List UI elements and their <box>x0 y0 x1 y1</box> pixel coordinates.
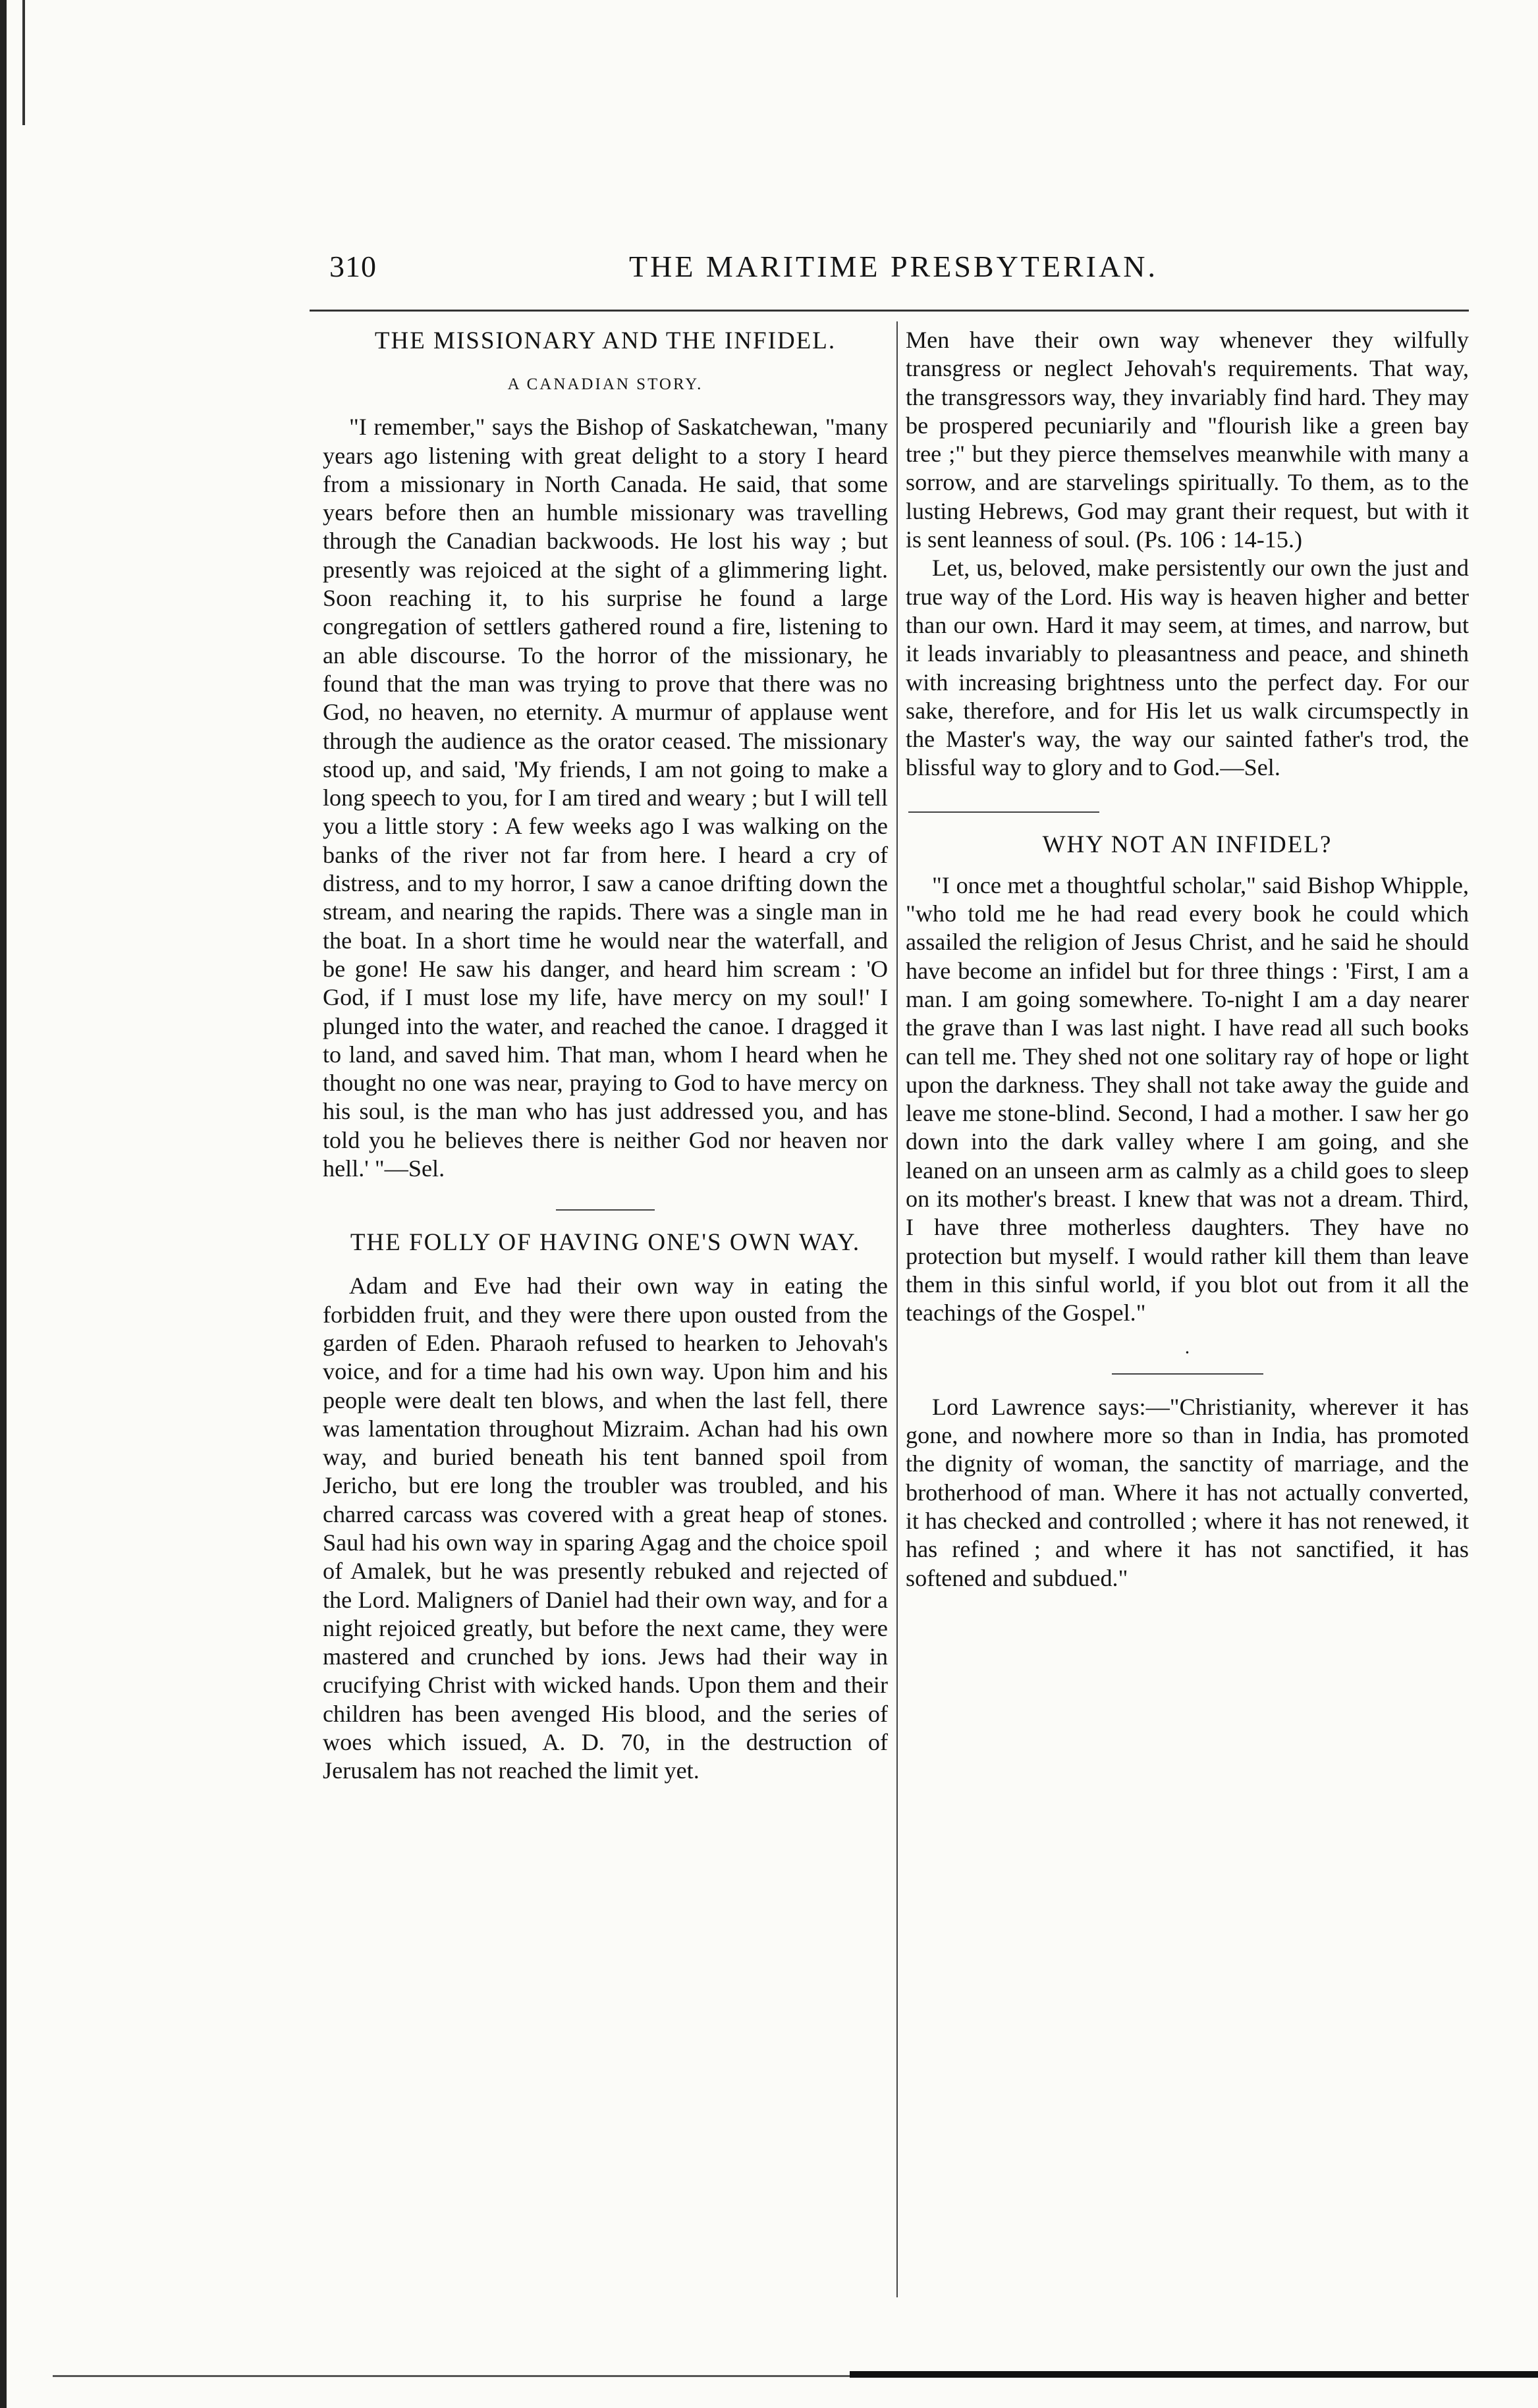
article-body-why-not-infidel: "I once met a thoughtful scholar," said Bishop Whipple, "who told me he had read every book he could which assailed the religion of Jesus Christ, and he said he should have become an infidel but for three things : 'First, I am a man. I am going somewhere. To-night I am a day nearer the grave than I was last night. I have read all such books can tell me. They shed not one solitary ray of hope or light upon the darkness. They shall not take away the guide and leave me stone-blind. Second, I had a mother. I saw her go down into the dark valley where I am going, and she leaned on an unseen arm as calmly as a child goes to sleep on its mother's breast. I knew that was not a dream. Third, I have three motherless daughters. They have no protection but myself. I would rather kill them than leave them in this sinful world, if you blot out from it all the teachings of the Gospel." <box>906 871 1469 1327</box>
article-body-folly-p1: Adam and Eve had their own way in eating the forbidden fruit, and they were there upon ousted from the garden of Eden. Pharaoh refused to hearken to Jehovah's voice, and for a time had his own way. Upon him and his people were dealt ten blows, and when the last fell, there was lamentation throughout Mizraim. Achan had his own way, and buried beneath his tent banned spoil from Jericho, but ere long the troubler was troubled, and his charred carcass was covered with a great heap of stones. Saul had his own way in sparing Agag and the choice spoil of Amalek, but he was presently rebuked and rejected of the Lord. Maligners of Daniel had their own way, and for a night rejoiced greatly, but before the next came, they were mastered and crunched by ions. Jews had their way in crucifying Christ with wicked hands. Upon them and their children has been avenged His blood, and the series of woes which issued, A. D. 70, in the destruction of Jerusalem has not reached the limit yet. <box>323 1272 888 1784</box>
article-subtitle-canadian-story: A CANADIAN STORY. <box>507 375 703 393</box>
page-header <box>329 249 1462 295</box>
section-divider <box>908 811 1099 813</box>
article-body-lord-lawrence: Lord Lawrence says:—"Christianity, wherever it has gone, and nowhere more so than in India, has promoted the dignity of woman, the sanctity of marriage, and the brotherhood of man. Where it has not actually converted, it has checked and controlled ; where it has not renewed, it has refined ; and where it has not sanctified, it has softened and subdued." <box>906 1393 1469 1591</box>
page-number: 310 <box>329 250 377 283</box>
right-column <box>906 326 1469 1593</box>
bottom-rule-thick <box>850 2371 1538 2378</box>
page-edge-mark <box>22 0 25 125</box>
article-title-why-not-infidel: WHY NOT AN INFIDEL? <box>1042 831 1332 858</box>
article-title-missionary: THE MISSIONARY AND THE INFIDEL. <box>374 327 837 354</box>
journal-title: THE MARITIME PRESBYTERIAN. <box>629 250 1158 283</box>
article-body-folly-p3: Let, us, beloved, make persistently our own the just and true way of the Lord. His way is heaven higher and better than our own. Hard it may seem, at times, and narrow, but it leads invariably to pleasantness and peace, and shineth with increasing brightness unto the perfect day. For our sake, therefore, and for His let us walk circumspectly in the Master's way, the way our sainted father's trod, the blissful way to glory and to God.—Sel. <box>906 555 1469 781</box>
article-title-folly: THE FOLLY OF HAVING ONE'S OWN WAY. <box>350 1229 861 1257</box>
ornament-divider: · <box>1184 1341 1191 1363</box>
article-body-folly-p2: Men have their own way whenever they wilfully transgress or neglect Jehovah's requirements. That way, the transgressors way, they invariably find hard. They may be prospered pecuniarily and "flourish like a green bay tree ;" but they pierce themselves meanwhile with many a sorrow, and are starvelings spiritually. To them, as to the lusting Hebrews, God may grant their request, but with it is sent leanness of soul. (Ps. 106 : 14-15.) <box>906 327 1469 553</box>
article-body-missionary: "I remember," says the Bishop of Saskatchewan, "many years ago listening with great delight to a story I heard from a missionary in North Canada. He said, that some years before then an humble missionary was travelling through the Canadian backwoods. He lost his way ; but presently was rejoiced at the sight of a glimmering light. Soon reaching it, to his surprise he found a large congregation of settlers gathered round a fire, listening to an able discourse. To the horror of the missionary, he found that the man was trying to prove that there was no God, no heaven, no eternity. A murmur of applause went through the audience as the orator ceased. The missionary stood up, and said, 'My friends, I am not going to make a long speech to you, for I am tired and weary ; but I will tell you a little story : A few weeks ago I was walking on the banks of the river not far from here. I heard a cry of distress, and to my horror, I saw a canoe drifting down the stream, and nearing the rapids. There was a single man in the boat. In a short time he would near the waterfall, and be gone! He saw his danger, and heard him scream : 'O God, if I must lose my life, have mercy on my soul!' I plunged into the water, and reached the canoe. I dragged it to land, and saved him. That man, whom I heard when he thought no one was near, praying to God to have mercy on his soul, is the man who has just addressed you, and has told you he believes there is neither God nor heaven nor hell.' "—Sel. <box>323 414 888 1182</box>
section-divider <box>556 1209 655 1211</box>
bottom-rule-thin <box>53 2375 850 2377</box>
column-divider <box>896 321 898 2297</box>
left-column <box>323 326 888 1786</box>
ornament-rule <box>1112 1373 1263 1375</box>
header-rule <box>310 310 1469 312</box>
page-edge-shadow <box>0 0 7 2408</box>
